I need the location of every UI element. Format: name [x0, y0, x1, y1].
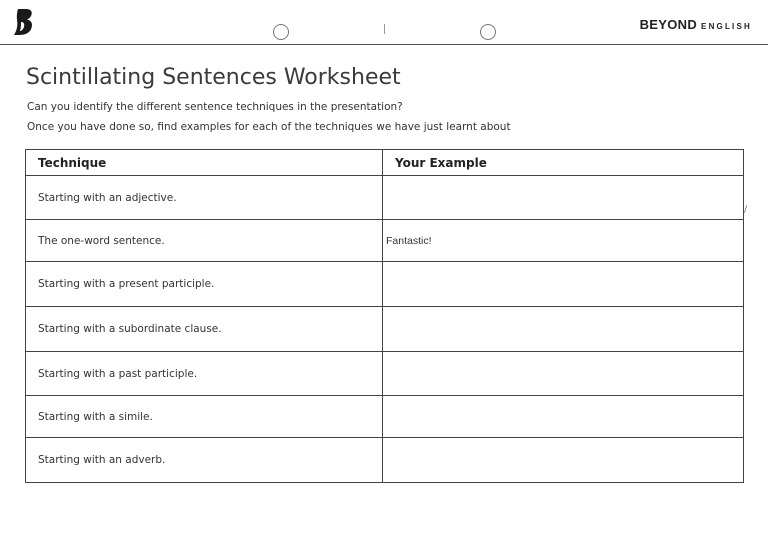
center-mark [384, 24, 385, 34]
table-row [26, 262, 744, 307]
column-header-technique: Technique [26, 150, 383, 176]
brand-wordmark [640, 14, 752, 33]
example-cell[interactable]: Fantastic! [383, 220, 744, 262]
intro-line-2: Once you have done so, find examples for each of the techniques we have just learnt about [27, 121, 511, 133]
technique-cell: Starting with a subordinate clause. [26, 307, 383, 352]
table-row [26, 352, 744, 396]
example-cell[interactable] [383, 307, 744, 352]
technique-cell: Starting with a past participle. [26, 352, 383, 396]
example-cell[interactable] [383, 262, 744, 307]
technique-cell: Starting with an adverb. [26, 438, 383, 483]
stray-mark: / [744, 205, 748, 215]
intro-line-1: Can you identify the different sentence techniques in the presentation? [27, 101, 403, 113]
table-row [26, 396, 744, 438]
page-title: Scintillating Sentences Worksheet [26, 65, 401, 90]
table-row [26, 176, 744, 220]
brand-sub-text: ENGLISH [701, 22, 752, 31]
techniques-table [25, 149, 744, 483]
example-cell[interactable] [383, 176, 744, 220]
punch-hole-right [480, 24, 496, 40]
technique-cell: Starting with a present participle. [26, 262, 383, 307]
punch-hole-left [273, 24, 289, 40]
brand-main-text: BEYOND [639, 17, 698, 32]
table-row [26, 438, 744, 483]
beyond-logo-icon [13, 8, 35, 36]
page-header [0, 0, 768, 45]
technique-cell: Starting with an adjective. [26, 176, 383, 220]
column-header-example: Your Example [383, 150, 744, 176]
table-header-row [26, 150, 744, 176]
table-row [26, 307, 744, 352]
technique-cell: Starting with a simile. [26, 396, 383, 438]
example-cell[interactable] [383, 438, 744, 483]
table-row [26, 220, 744, 262]
example-cell[interactable] [383, 396, 744, 438]
example-cell[interactable] [383, 352, 744, 396]
technique-cell: The one-word sentence. [26, 220, 383, 262]
